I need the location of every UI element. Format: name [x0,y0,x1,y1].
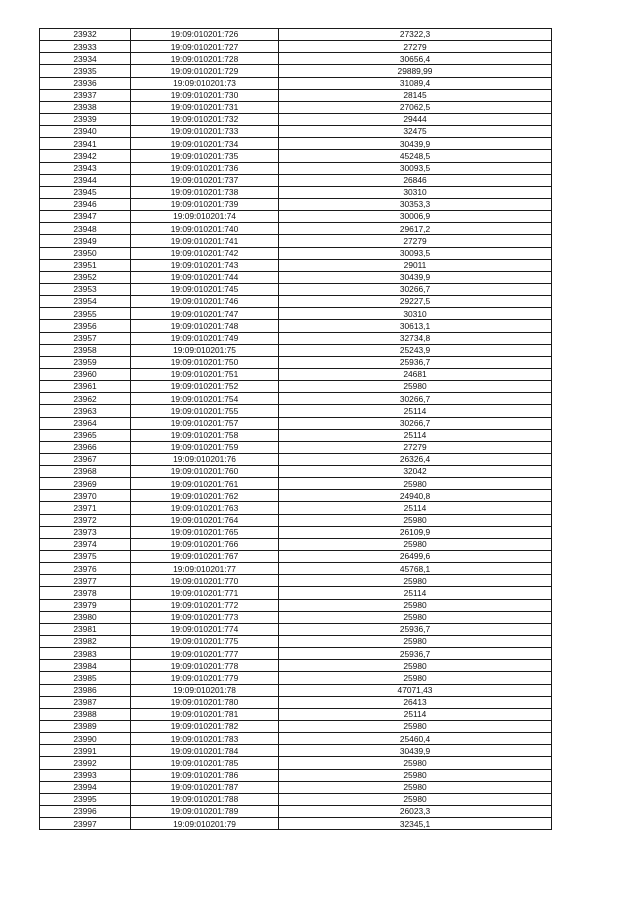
value-cell: 25936,7 [279,648,552,660]
value-cell: 26109,9 [279,526,552,538]
cadastral-number-cell: 19:09:010201:751 [131,368,279,380]
cadastral-number-cell: 19:09:010201:739 [131,198,279,210]
cadastral-number-cell: 19:09:010201:786 [131,769,279,781]
value-cell: 30310 [279,308,552,320]
table-row [40,53,552,65]
row-number-cell: 23961 [40,381,131,393]
value-cell: 25114 [279,587,552,599]
cadastral-number-cell: 19:09:010201:742 [131,247,279,259]
row-number-cell: 23949 [40,235,131,247]
value-cell: 31089,4 [279,77,552,89]
row-number-cell: 23938 [40,101,131,113]
cadastral-number-cell: 19:09:010201:745 [131,283,279,295]
cadastral-number-cell: 19:09:010201:787 [131,781,279,793]
table-row [40,296,552,308]
cadastral-number-cell: 19:09:010201:759 [131,441,279,453]
cadastral-number-cell: 19:09:010201:740 [131,223,279,235]
cadastral-number-cell: 19:09:010201:736 [131,162,279,174]
cadastral-number-cell: 19:09:010201:771 [131,587,279,599]
row-number-cell: 23953 [40,283,131,295]
cadastral-number-cell: 19:09:010201:76 [131,453,279,465]
value-cell: 30439,9 [279,271,552,283]
value-cell: 32345,1 [279,818,552,830]
table-row [40,708,552,720]
row-number-cell: 23957 [40,332,131,344]
cadastral-number-cell: 19:09:010201:747 [131,308,279,320]
table-row [40,41,552,53]
value-cell: 30310 [279,186,552,198]
cadastral-number-cell: 19:09:010201:764 [131,514,279,526]
value-cell: 30093,5 [279,162,552,174]
table-row [40,235,552,247]
value-cell: 30613,1 [279,320,552,332]
cadastral-number-cell: 19:09:010201:743 [131,259,279,271]
cadastral-number-cell: 19:09:010201:748 [131,320,279,332]
row-number-cell: 23987 [40,696,131,708]
cadastral-number-cell: 19:09:010201:761 [131,478,279,490]
cadastral-number-cell: 19:09:010201:77 [131,563,279,575]
cadastral-number-cell: 19:09:010201:788 [131,793,279,805]
row-number-cell: 23978 [40,587,131,599]
table-row [40,672,552,684]
table-row [40,89,552,101]
cadastral-number-cell: 19:09:010201:735 [131,150,279,162]
table-row [40,381,552,393]
table-row [40,648,552,660]
table-row [40,101,552,113]
value-cell: 25980 [279,781,552,793]
cadastral-number-cell: 19:09:010201:757 [131,417,279,429]
table-row [40,77,552,89]
cadastral-number-cell: 19:09:010201:741 [131,235,279,247]
row-number-cell: 23962 [40,393,131,405]
row-number-cell: 23950 [40,247,131,259]
table-row [40,429,552,441]
table-row [40,113,552,125]
row-number-cell: 23934 [40,53,131,65]
cadastral-number-cell: 19:09:010201:731 [131,101,279,113]
value-cell: 32734,8 [279,332,552,344]
table-row [40,793,552,805]
value-cell: 25980 [279,636,552,648]
table-row [40,174,552,186]
row-number-cell: 23955 [40,308,131,320]
row-number-cell: 23977 [40,575,131,587]
row-number-cell: 23984 [40,660,131,672]
row-number-cell: 23941 [40,138,131,150]
row-number-cell: 23939 [40,113,131,125]
table-row [40,441,552,453]
table-row [40,247,552,259]
value-cell: 25980 [279,672,552,684]
cadastral-number-cell: 19:09:010201:733 [131,126,279,138]
table-row [40,757,552,769]
value-cell: 25980 [279,611,552,623]
value-cell: 30006,9 [279,211,552,223]
row-number-cell: 23996 [40,806,131,818]
value-cell: 26326,4 [279,453,552,465]
table-row [40,599,552,611]
row-number-cell: 23954 [40,296,131,308]
table-row [40,344,552,356]
value-cell: 45768,1 [279,563,552,575]
table-row [40,526,552,538]
row-number-cell: 23946 [40,198,131,210]
row-number-cell: 23976 [40,563,131,575]
value-cell: 25980 [279,514,552,526]
table-row [40,65,552,77]
value-cell: 29617,2 [279,223,552,235]
value-cell: 25114 [279,502,552,514]
row-number-cell: 23960 [40,368,131,380]
cadastral-number-cell: 19:09:010201:754 [131,393,279,405]
table-row [40,126,552,138]
row-number-cell: 23965 [40,429,131,441]
row-number-cell: 23994 [40,781,131,793]
cadastral-number-cell: 19:09:010201:737 [131,174,279,186]
value-cell: 25936,7 [279,356,552,368]
cadastral-number-cell: 19:09:010201:774 [131,623,279,635]
row-number-cell: 23982 [40,636,131,648]
row-number-cell: 23958 [40,344,131,356]
cadastral-number-cell: 19:09:010201:726 [131,29,279,41]
row-number-cell: 23986 [40,684,131,696]
value-cell: 25980 [279,757,552,769]
cadastral-number-cell: 19:09:010201:79 [131,818,279,830]
value-cell: 30439,9 [279,745,552,757]
table-row [40,150,552,162]
cadastral-number-cell: 19:09:010201:763 [131,502,279,514]
table-row [40,538,552,550]
value-cell: 30266,7 [279,283,552,295]
row-number-cell: 23981 [40,623,131,635]
cadastral-number-cell: 19:09:010201:744 [131,271,279,283]
cadastral-number-cell: 19:09:010201:779 [131,672,279,684]
table-row [40,806,552,818]
cadastral-number-cell: 19:09:010201:727 [131,41,279,53]
table-row [40,551,552,563]
cadastral-number-cell: 19:09:010201:766 [131,538,279,550]
cadastral-number-cell: 19:09:010201:728 [131,53,279,65]
row-number-cell: 23936 [40,77,131,89]
table-row [40,453,552,465]
value-cell: 25980 [279,793,552,805]
cadastral-number-cell: 19:09:010201:782 [131,721,279,733]
cadastral-number-cell: 19:09:010201:789 [131,806,279,818]
cadastral-number-cell: 19:09:010201:775 [131,636,279,648]
row-number-cell: 23945 [40,186,131,198]
table-row [40,587,552,599]
table-row [40,721,552,733]
value-cell: 45248,5 [279,150,552,162]
cadastral-number-cell: 19:09:010201:746 [131,296,279,308]
value-cell: 30656,4 [279,53,552,65]
value-cell: 27322,3 [279,29,552,41]
table-row [40,490,552,502]
value-cell: 27279 [279,441,552,453]
cadastral-number-cell: 19:09:010201:78 [131,684,279,696]
value-cell: 27279 [279,235,552,247]
table-row [40,332,552,344]
value-cell: 30439,9 [279,138,552,150]
row-number-cell: 23947 [40,211,131,223]
value-cell: 28145 [279,89,552,101]
table-row [40,283,552,295]
table-row [40,29,552,41]
cadastral-number-cell: 19:09:010201:750 [131,356,279,368]
table-row [40,745,552,757]
value-cell: 30266,7 [279,393,552,405]
table-row [40,696,552,708]
value-cell: 26846 [279,174,552,186]
table-row [40,733,552,745]
row-number-cell: 23990 [40,733,131,745]
row-number-cell: 23995 [40,793,131,805]
table-row [40,417,552,429]
table-row [40,405,552,417]
table-row [40,198,552,210]
value-cell: 26499,6 [279,551,552,563]
cadastral-number-cell: 19:09:010201:781 [131,708,279,720]
table-row [40,502,552,514]
cadastral-number-cell: 19:09:010201:749 [131,332,279,344]
table-row [40,684,552,696]
table-row [40,478,552,490]
cadastral-number-cell: 19:09:010201:762 [131,490,279,502]
table-body [40,29,552,830]
row-number-cell: 23983 [40,648,131,660]
value-cell: 25460,4 [279,733,552,745]
row-number-cell: 23968 [40,466,131,478]
row-number-cell: 23971 [40,502,131,514]
cadastral-number-cell: 19:09:010201:732 [131,113,279,125]
cadastral-number-cell: 19:09:010201:755 [131,405,279,417]
value-cell: 25980 [279,538,552,550]
value-cell: 25980 [279,575,552,587]
table-row [40,818,552,830]
table-row [40,320,552,332]
cadastral-number-cell: 19:09:010201:785 [131,757,279,769]
row-number-cell: 23969 [40,478,131,490]
row-number-cell: 23963 [40,405,131,417]
row-number-cell: 23951 [40,259,131,271]
value-cell: 25980 [279,381,552,393]
cadastral-number-cell: 19:09:010201:73 [131,77,279,89]
table-row [40,138,552,150]
row-number-cell: 23980 [40,611,131,623]
value-cell: 27062,5 [279,101,552,113]
row-number-cell: 23975 [40,551,131,563]
value-cell: 32042 [279,466,552,478]
row-number-cell: 23959 [40,356,131,368]
row-number-cell: 23937 [40,89,131,101]
cadastral-number-cell: 19:09:010201:729 [131,65,279,77]
cadastral-number-cell: 19:09:010201:75 [131,344,279,356]
row-number-cell: 23985 [40,672,131,684]
table-row [40,223,552,235]
value-cell: 29227,5 [279,296,552,308]
row-number-cell: 23967 [40,453,131,465]
row-number-cell: 23966 [40,441,131,453]
table-row [40,162,552,174]
row-number-cell: 23974 [40,538,131,550]
row-number-cell: 23935 [40,65,131,77]
row-number-cell: 23970 [40,490,131,502]
cadastral-number-cell: 19:09:010201:777 [131,648,279,660]
row-number-cell: 23933 [40,41,131,53]
table-row [40,636,552,648]
row-number-cell: 23973 [40,526,131,538]
cadastral-number-cell: 19:09:010201:752 [131,381,279,393]
table-row [40,660,552,672]
value-cell: 30353,3 [279,198,552,210]
cadastral-number-cell: 19:09:010201:74 [131,211,279,223]
value-cell: 26413 [279,696,552,708]
row-number-cell: 23979 [40,599,131,611]
cadastral-number-cell: 19:09:010201:738 [131,186,279,198]
value-cell: 32475 [279,126,552,138]
cadastral-number-cell: 19:09:010201:778 [131,660,279,672]
table-row [40,611,552,623]
cadastral-number-cell: 19:09:010201:767 [131,551,279,563]
value-cell: 27279 [279,41,552,53]
value-cell: 24681 [279,368,552,380]
value-cell: 29444 [279,113,552,125]
value-cell: 25980 [279,599,552,611]
value-cell: 30266,7 [279,417,552,429]
row-number-cell: 23989 [40,721,131,733]
value-cell: 25114 [279,708,552,720]
value-cell: 30093,5 [279,247,552,259]
value-cell: 25243,9 [279,344,552,356]
row-number-cell: 23992 [40,757,131,769]
table-row [40,259,552,271]
cadastral-number-cell: 19:09:010201:730 [131,89,279,101]
value-cell: 25980 [279,769,552,781]
cadastral-number-cell: 19:09:010201:772 [131,599,279,611]
row-number-cell: 23942 [40,150,131,162]
table-row [40,769,552,781]
row-number-cell: 23993 [40,769,131,781]
table-row [40,211,552,223]
table-row [40,186,552,198]
row-number-cell: 23988 [40,708,131,720]
table-row [40,514,552,526]
cadastral-number-cell: 19:09:010201:770 [131,575,279,587]
cadastral-number-cell: 19:09:010201:784 [131,745,279,757]
row-number-cell: 23991 [40,745,131,757]
table-row [40,575,552,587]
row-number-cell: 23964 [40,417,131,429]
value-cell: 47071,43 [279,684,552,696]
row-number-cell: 23948 [40,223,131,235]
cadastral-number-cell: 19:09:010201:780 [131,696,279,708]
row-number-cell: 23932 [40,29,131,41]
value-cell: 25114 [279,429,552,441]
value-cell: 24940,8 [279,490,552,502]
table-row [40,466,552,478]
cadastral-number-cell: 19:09:010201:783 [131,733,279,745]
cadastral-number-cell: 19:09:010201:773 [131,611,279,623]
cadastral-number-cell: 19:09:010201:760 [131,466,279,478]
value-cell: 25980 [279,478,552,490]
table-row [40,563,552,575]
value-cell: 25936,7 [279,623,552,635]
table-row [40,781,552,793]
row-number-cell: 23956 [40,320,131,332]
cadastral-number-cell: 19:09:010201:765 [131,526,279,538]
row-number-cell: 23952 [40,271,131,283]
table-row [40,356,552,368]
row-number-cell: 23940 [40,126,131,138]
value-cell: 29011 [279,259,552,271]
value-cell: 25114 [279,405,552,417]
value-cell: 25980 [279,721,552,733]
row-number-cell: 23997 [40,818,131,830]
value-cell: 26023,3 [279,806,552,818]
row-number-cell: 23972 [40,514,131,526]
table-row [40,308,552,320]
value-cell: 29889,99 [279,65,552,77]
cadastral-number-cell: 19:09:010201:758 [131,429,279,441]
data-table [39,28,552,830]
value-cell: 25980 [279,660,552,672]
table-row [40,368,552,380]
row-number-cell: 23944 [40,174,131,186]
table-row [40,623,552,635]
table-row [40,271,552,283]
cadastral-number-cell: 19:09:010201:734 [131,138,279,150]
table-row [40,393,552,405]
row-number-cell: 23943 [40,162,131,174]
